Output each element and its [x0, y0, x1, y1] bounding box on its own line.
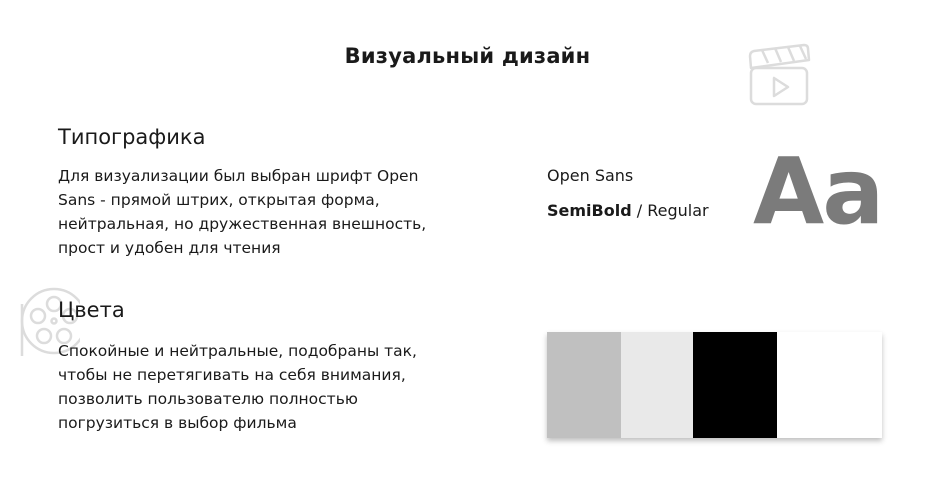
font-weight-regular: Regular	[647, 201, 709, 220]
color-swatch-light-gray	[621, 332, 693, 438]
color-swatch-black	[693, 332, 777, 438]
color-swatch-white	[777, 332, 882, 438]
colors-heading: Цвета	[58, 298, 125, 322]
font-weights	[547, 201, 709, 220]
font-sample: Aa	[753, 138, 883, 245]
color-swatch-gray	[547, 332, 621, 438]
colors-description: Спокойные и нейтральные, подобраны так, чтобы не перетягивать на себя внимания, позволить пользователю полностью погрузиться в выбор фильма	[58, 342, 417, 432]
font-weight-separator: /	[631, 201, 648, 220]
typography-description: Для визуализации был выбран шрифт Open Sans - прямой штрих, открытая форма, нейтральная, но дружественная внешность, прост и удобен для чтения	[58, 167, 427, 257]
color-palette	[547, 332, 882, 438]
font-weight-semibold: SemiBold	[547, 201, 632, 220]
font-name: Open Sans	[547, 166, 634, 185]
page-title: Визуальный дизайн	[344, 44, 591, 68]
typography-heading: Типографика	[58, 125, 206, 149]
